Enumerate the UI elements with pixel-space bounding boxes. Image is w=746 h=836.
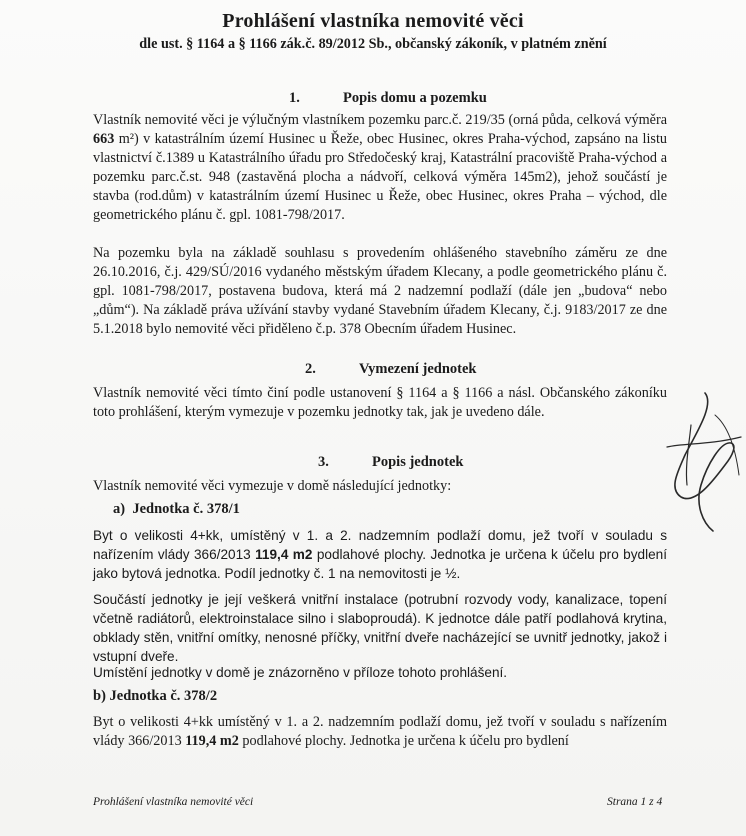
unit-area-value: 119,4 m2: [255, 547, 313, 562]
paragraph-property-description: [93, 111, 667, 225]
text-span: podlahové plochy. Jednotka je určena k účelu pro bydlení jako bytová jednotka. Podíl jednotky č. 1 na nemovitosti je ½.: [93, 547, 667, 581]
unit-label: b): [93, 688, 106, 704]
text-span: Byt o velikosti 4+kk, umístěný v 1. a 2. nadzemním podlaží domu, jež tvoří v souladu s nařízením vlády 366/2013: [93, 528, 667, 562]
unit-area-value: 119,4 m2: [185, 733, 239, 749]
document-subtitle: dle ust. § 1164 a § 1166 zák.č. 89/2012 Sb., občanský zákoník, v platném znění: [139, 36, 607, 52]
section-3-heading: [318, 454, 463, 471]
document-title: Prohlášení vlastníka nemovité věci: [222, 10, 524, 32]
plot-area-value: 663: [93, 131, 115, 147]
section-1-heading: [289, 90, 487, 107]
section-number: 1.: [289, 90, 300, 106]
paragraph-unit-a-parts: Součástí jednotky je její veškerá vnitřní instalace (potrubní rozvody vody, kanalizace, topení včetně radiátorů, elektroinstalace silno i slaboproudá). K jednotce dále patří podlahová krytina, obklady stěn, vnitřní omítky, nenosné příčky, vnitřní dveře nacházející se uvnitř jednotky, jakož i vstupní dveře.: [93, 592, 667, 664]
text-span: Vlastník nemovité věci je výlučným vlastníkem pozemku parc.č. 219/35 (orná půda, celková výměra: [93, 112, 667, 128]
text-span: m²) v katastrálním území Husinec u Řeže, obec Husinec, okres Praha-východ, zapsáno na listu vlastnictví č.1389 u Katastrálního úřadu pro Středočeský kraj, Katastrální pracoviště Praha-východ a pozemku parc.č.st. 948 (zastavěná plocha a nádvoří, celková výměra 145m2), jehož součástí je stavba (rod.dům) v katastrálním území Husinec u Řeže, obec Husinec, okres Praha – východ, dle geometrického plánu č. gpl. 1081-798/2017.: [93, 131, 667, 223]
text-span: Byt o velikosti 4+kk umístěný v 1. a 2. nadzemním podlaží domu, jež tvoří v souladu s nařízením vlády 366/2013: [93, 714, 667, 749]
footer-document-name: Prohlášení vlastníka nemovité věci: [93, 796, 254, 808]
paragraph-unit-b-description: [93, 713, 667, 751]
paragraph-building-info: Na pozemku byla na základě souhlasu s provedením ohlášeného stavebního záměru ze dne 26.10.2016, č.j. 429/SÚ/2016 vydaného městským úřadem Klecany, a podle geometrického plánu č. gpl. 1081-798/2017, postavena budova, která má 2 nadzemní podlaží (dále jen „budova“ nebo „dům“). Na základě práva užívání stavby vydané Stavebním úřadem Klecany, č.j. 9183/2017 ze dne 5.1.2018 bylo nemovité věci přiděleno č.p. 378 Obecním úřadem Husinec.: [93, 245, 667, 337]
unit-b-heading: [93, 688, 217, 705]
section-title: Popis jednotek: [372, 454, 464, 470]
paragraph-unit-a-description: [93, 526, 667, 583]
handwritten-signature: [655, 385, 745, 535]
paragraph-unit-a-location: Umístění jednotky v domě je znázorněno v příloze tohoto prohlášení.: [93, 665, 508, 680]
text-span: podlahové plochy. Jednotka je určena k účelu pro bydlení: [238, 733, 569, 749]
section-title: Popis domu a pozemku: [343, 90, 487, 106]
section-number: 2.: [305, 361, 316, 377]
footer-page-number: Strana 1 z 4: [607, 796, 663, 808]
paragraph-unit-definition: Vlastník nemovité věci tímto činí podle ustanovení § 1164 a § 1166 a násl. Občanského zákoníku toto prohlášení, kterým vymezuje v pozemku jednotky tak, jak je uvedeno dále.: [93, 385, 667, 420]
section-title: Vymezení jednotek: [359, 361, 477, 377]
unit-a-heading: [113, 501, 240, 518]
section-2-heading: [305, 361, 476, 378]
unit-title: Jednotka č. 378/1: [132, 501, 240, 517]
unit-title: Jednotka č. 378/2: [109, 688, 218, 704]
section-number: 3.: [318, 454, 329, 470]
paragraph-units-intro: Vlastník nemovité věci vymezuje v domě následující jednotky:: [93, 478, 452, 494]
unit-label: a): [113, 501, 126, 517]
